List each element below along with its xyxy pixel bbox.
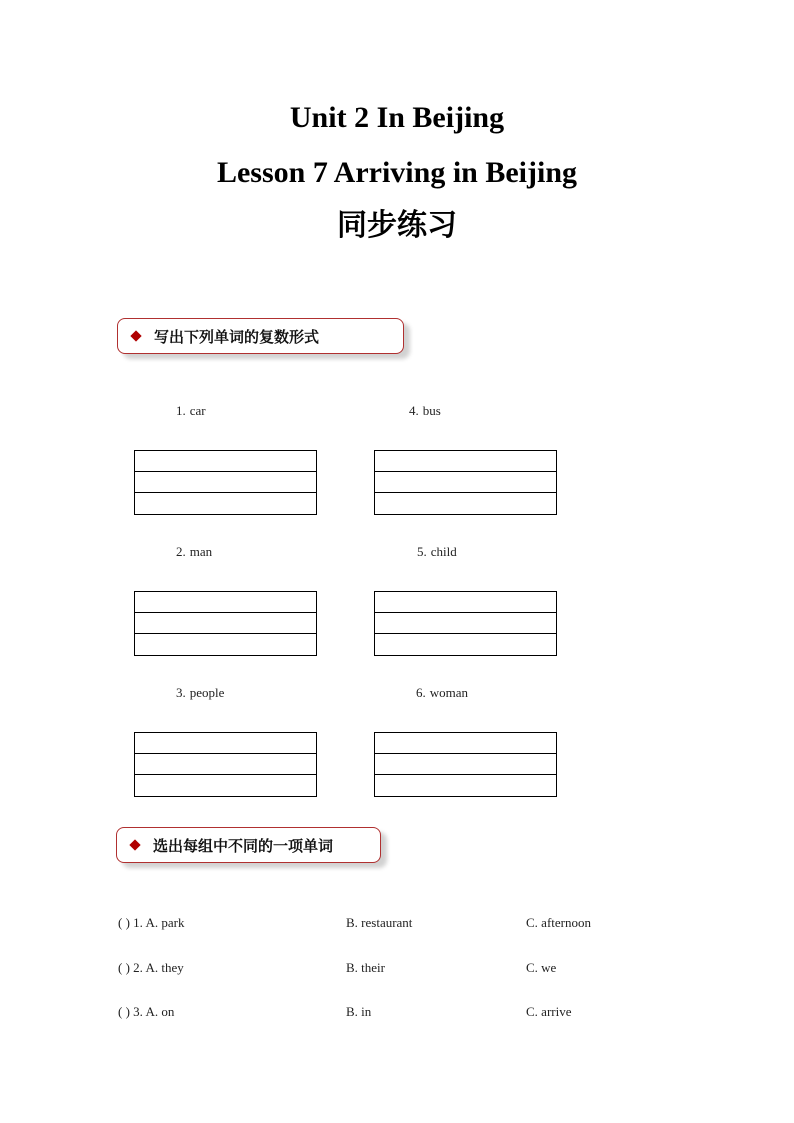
answer-line[interactable]: [135, 451, 316, 472]
answer-line[interactable]: [375, 472, 556, 493]
option-b: B. in: [346, 1004, 372, 1019]
word-item: [409, 403, 441, 419]
option-b: B. their: [346, 960, 385, 975]
word-text: man: [189, 544, 213, 559]
question-number: 2.: [133, 960, 143, 975]
section-title: 选出每组中不同的一项单词: [153, 836, 334, 855]
answer-line[interactable]: [375, 493, 556, 514]
answer-line[interactable]: [375, 634, 556, 655]
word-item: [417, 544, 457, 560]
section-header-odd-one-out: [116, 827, 381, 863]
answer-line[interactable]: [375, 613, 556, 634]
answer-line[interactable]: [375, 733, 556, 754]
question-number: 3.: [133, 1004, 143, 1019]
diamond-icon: [129, 839, 140, 850]
option-c: C. arrive: [526, 1004, 572, 1019]
answer-blank[interactable]: ( ): [118, 960, 130, 975]
question-number: 1.: [133, 915, 143, 930]
answer-line[interactable]: [135, 775, 316, 796]
option-a: A. on: [145, 1004, 175, 1019]
answer-line[interactable]: [135, 733, 316, 754]
word-item: [176, 403, 206, 419]
word-text: people: [189, 685, 225, 700]
word-text: child: [430, 544, 457, 559]
section-title: 写出下列单词的复数形式: [154, 327, 320, 346]
answer-box[interactable]: [134, 450, 317, 515]
lesson-title: Lesson 7 Arriving in Beijing: [216, 156, 578, 189]
diamond-icon: [130, 330, 141, 341]
answer-line[interactable]: [135, 472, 316, 493]
word-item: [176, 544, 212, 560]
answer-blank[interactable]: ( ): [118, 1004, 130, 1019]
answer-line[interactable]: [375, 592, 556, 613]
answer-box[interactable]: [134, 732, 317, 797]
answer-box[interactable]: [374, 591, 557, 656]
word-number: 5.: [417, 544, 427, 559]
word-number: 3.: [176, 685, 186, 700]
question-row: [118, 1004, 174, 1020]
answer-line[interactable]: [135, 592, 316, 613]
answer-line[interactable]: [375, 775, 556, 796]
word-item: [416, 685, 468, 701]
question-row: [118, 915, 184, 931]
page-subtitle: 同步练习: [337, 208, 457, 243]
word-text: bus: [422, 403, 441, 418]
answer-box[interactable]: [374, 732, 557, 797]
answer-line[interactable]: [135, 613, 316, 634]
option-a: A. park: [145, 915, 185, 930]
option-b: B. restaurant: [346, 915, 413, 930]
option-c: C. afternoon: [526, 915, 591, 930]
word-number: 4.: [409, 403, 419, 418]
section-header-plural-forms: [117, 318, 404, 354]
question-row: [118, 960, 184, 976]
answer-line[interactable]: [135, 493, 316, 514]
word-number: 2.: [176, 544, 186, 559]
option-c: C. we: [526, 960, 557, 975]
answer-box[interactable]: [374, 450, 557, 515]
answer-line[interactable]: [375, 451, 556, 472]
unit-title: Unit 2 In Beijing: [289, 101, 505, 134]
word-text: car: [189, 403, 206, 418]
word-number: 6.: [416, 685, 426, 700]
answer-line[interactable]: [135, 754, 316, 775]
option-a: A. they: [145, 960, 184, 975]
answer-box[interactable]: [134, 591, 317, 656]
word-text: woman: [429, 685, 469, 700]
answer-line[interactable]: [375, 754, 556, 775]
answer-line[interactable]: [135, 634, 316, 655]
word-number: 1.: [176, 403, 186, 418]
word-item: [176, 685, 224, 701]
answer-blank[interactable]: ( ): [118, 915, 130, 930]
